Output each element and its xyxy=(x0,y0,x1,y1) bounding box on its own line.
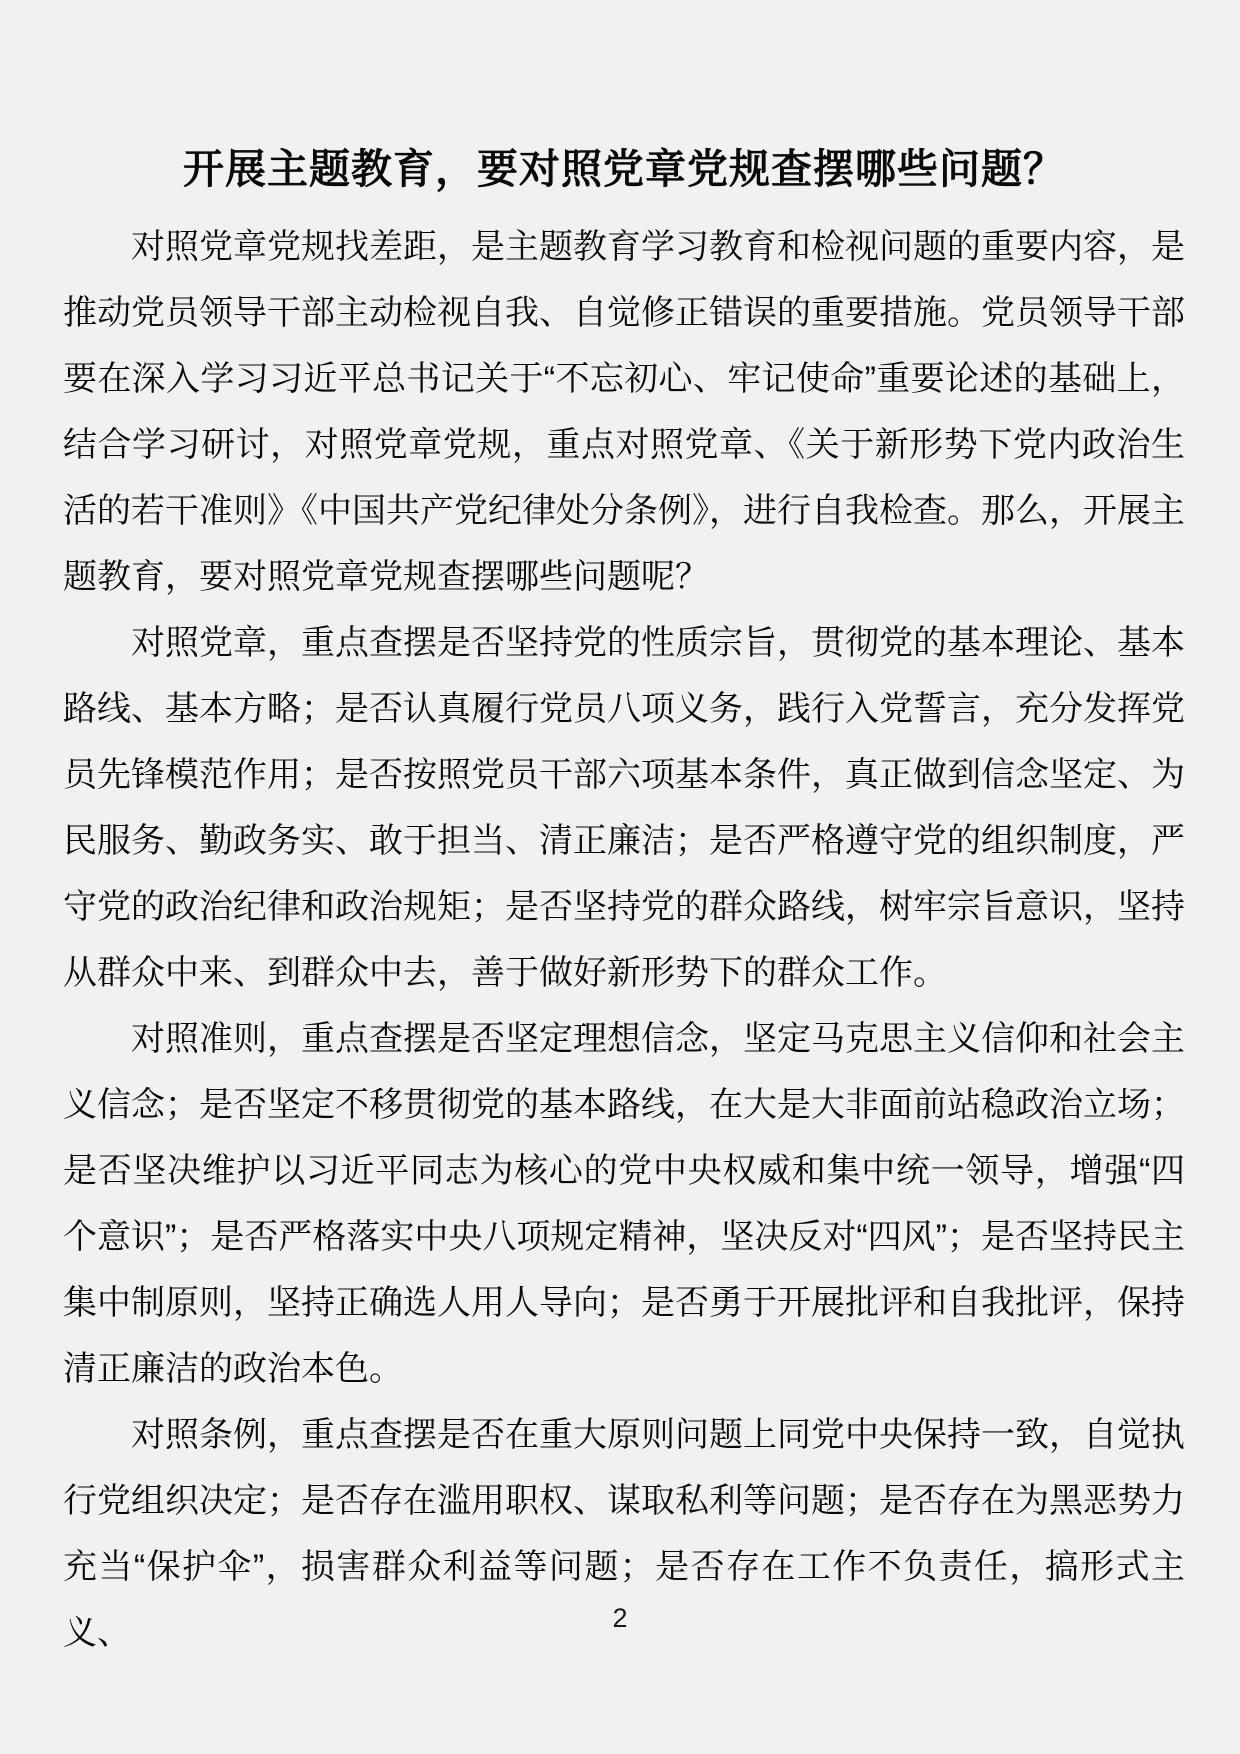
page-number: 2 xyxy=(612,1603,628,1633)
paragraph-4: 对照条例，重点查摆是否在重大原则问题上同党中央保持一致，自觉执行党组织决定；是否存在滥用职权、谋取私利等问题；是否存在为黑恶势力充当“保护伞”，损害群众利益等问题；是否存在工作不负责任，搞形式主义、 xyxy=(63,1416,1185,1652)
page-footer xyxy=(0,1603,1240,1634)
document-title: 开展主题教育，要对照党章党规查摆哪些问题？ xyxy=(183,146,1065,192)
paragraph-2: 对照党章，重点查摆是否坚持党的性质宗旨，贯彻党的基本理论、基本路线、基本方略；是否认真履行党员八项义务，践行入党誓言，充分发挥党员先锋模范作用；是否按照党员干部六项基本条件，真正做到信念坚定、为民服务、勤政务实、敢于担当、清正廉洁；是否严格遵守党的组织制度，严守党的政治纪律和政治规矩；是否坚持党的群众路线，树牢宗旨意识，坚持从群众中来、到群众中去，善于做好新形势下的群众工作。 xyxy=(63,624,1185,992)
document-body xyxy=(63,214,1185,1666)
paragraph-3: 对照准则，重点查摆是否坚定理想信念，坚定马克思主义信仰和社会主义信念；是否坚定不移贯彻党的基本路线，在大是大非面前站稳政治立场；是否坚决维护以习近平同志为核心的党中央权威和集中统一领导，增强“四个意识”；是否严格落实中央八项规定精神，坚决反对“四风”；是否坚持民主集中制原则，坚持正确选人用人导向；是否勇于开展批评和自我批评，保持清正廉洁的政治本色。 xyxy=(63,1020,1185,1388)
paragraph-1: 对照党章党规找差距，是主题教育学习教育和检视问题的重要内容，是推动党员领导干部主动检视自我、自觉修正错误的重要措施。党员领导干部要在深入学习习近平总书记关于“不忘初心、牢记使命”重要论述的基础上，结合学习研讨，对照党章党规，重点对照党章、《关于新形势下党内政治生活的若干准则》《中国共产党纪律处分条例》，进行自我检查。那么，开展主题教育，要对照党章党规查摆哪些问题呢？ xyxy=(63,228,1185,596)
